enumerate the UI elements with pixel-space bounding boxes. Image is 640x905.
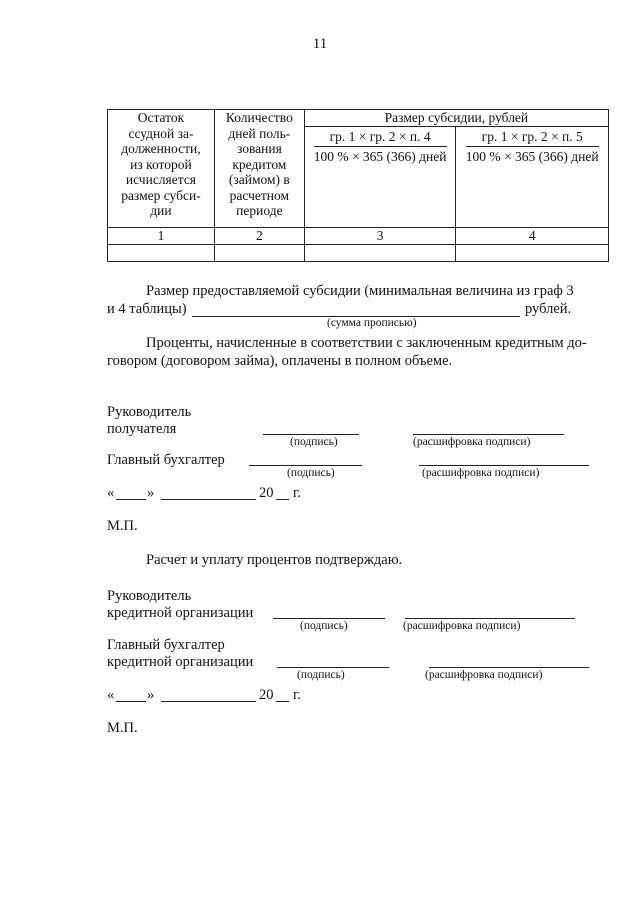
sign-caption: (подпись) (287, 467, 335, 479)
confirmation-text: Расчет и уплату процентов подтверждаю. (146, 552, 403, 568)
header-formula-col4: $\frac{гр. 1 \times гр. 2 \times п. 5}{\text{100 \% × 365 (366) дней}}$ (456, 126, 609, 227)
recipient-chief-sign-line[interactable] (249, 465, 362, 466)
column-numbers-row: 1 2 3 4 (108, 227, 609, 244)
date2-year-line[interactable] (276, 701, 289, 702)
paragraph1-line2-start: и 4 таблицы) (107, 301, 187, 317)
paragraph2-line2: говором (договором займа), оплачены в полном объеме. (107, 353, 453, 369)
header-group: Размер субсидии, рублей (304, 110, 608, 127)
date-close-quote: » (147, 485, 155, 501)
decode-caption: (расшифровка подписи) (413, 436, 531, 448)
recipient-head-label-2: получателя (107, 421, 177, 437)
recipient-head-label-1: Руководитель (107, 404, 192, 420)
date2-month-line[interactable] (161, 701, 256, 702)
bank-head-decode-line[interactable] (405, 618, 575, 619)
recipient-chief-decode-line[interactable] (419, 465, 589, 466)
date-open-quote: « (107, 485, 115, 501)
date2-day-line[interactable] (116, 701, 146, 702)
bank-chief-label-1: Главный бухгалтер (107, 637, 225, 653)
header-formula-col3: $\frac{гр. 1 \times гр. 2 \times п. 4}{\text{100 \% × 365 (366) дней}}$ (304, 126, 456, 227)
stamp-place-1: М.П. (107, 518, 138, 534)
date2-year-suffix: г. (293, 687, 301, 703)
sum-caption: (сумма прописью) (327, 317, 417, 329)
bank-head-label-2: кредитной организации (107, 605, 254, 621)
date-day-line[interactable] (116, 499, 146, 500)
header-col2: Количество дней поль- зования кредитом (займом) в расчетном периоде (214, 110, 304, 228)
sign-caption: (подпись) (297, 669, 345, 681)
stamp-place-2: М.П. (107, 720, 138, 736)
decode-caption: (расшифровка подписи) (422, 467, 540, 479)
bank-chief-decode-line[interactable] (429, 667, 589, 668)
sign-caption: (подпись) (290, 436, 338, 448)
date-month-line[interactable] (161, 499, 256, 500)
recipient-head-sign-line[interactable] (263, 434, 359, 435)
date2-close-quote: » (147, 687, 155, 703)
date-year-suffix: г. (293, 485, 301, 501)
date-year-prefix: 20 (259, 485, 274, 501)
date2-year-prefix: 20 (259, 687, 274, 703)
bank-head-sign-line[interactable] (273, 618, 385, 619)
empty-data-row[interactable] (108, 244, 609, 261)
decode-caption: (расшифровка подписи) (403, 620, 521, 632)
paragraph2-line1: Проценты, начисленные в соответствии с заключенным кредитным до- (146, 335, 587, 351)
bank-chief-sign-line[interactable] (277, 667, 389, 668)
page-number: 11 (312, 36, 328, 52)
bank-head-label-1: Руководитель (107, 588, 192, 604)
paragraph1-line2-end: рублей. (525, 301, 572, 317)
sign-caption: (подпись) (300, 620, 348, 632)
recipient-chief-accountant-label: Главный бухгалтер (107, 452, 225, 468)
paragraph1-line1: Размер предоставляемой субсидии (минимальная величина из граф 3 (146, 283, 574, 299)
recipient-head-decode-line[interactable] (413, 434, 564, 435)
bank-chief-label-2: кредитной организации (107, 654, 254, 670)
header-col1: Остаток ссудной за- долженности, из которой исчисляется размер субси- дии (108, 110, 215, 228)
decode-caption: (расшифровка подписи) (425, 669, 543, 681)
date2-open-quote: « (107, 687, 115, 703)
date-year-line[interactable] (276, 499, 289, 500)
subsidy-table (107, 109, 609, 262)
